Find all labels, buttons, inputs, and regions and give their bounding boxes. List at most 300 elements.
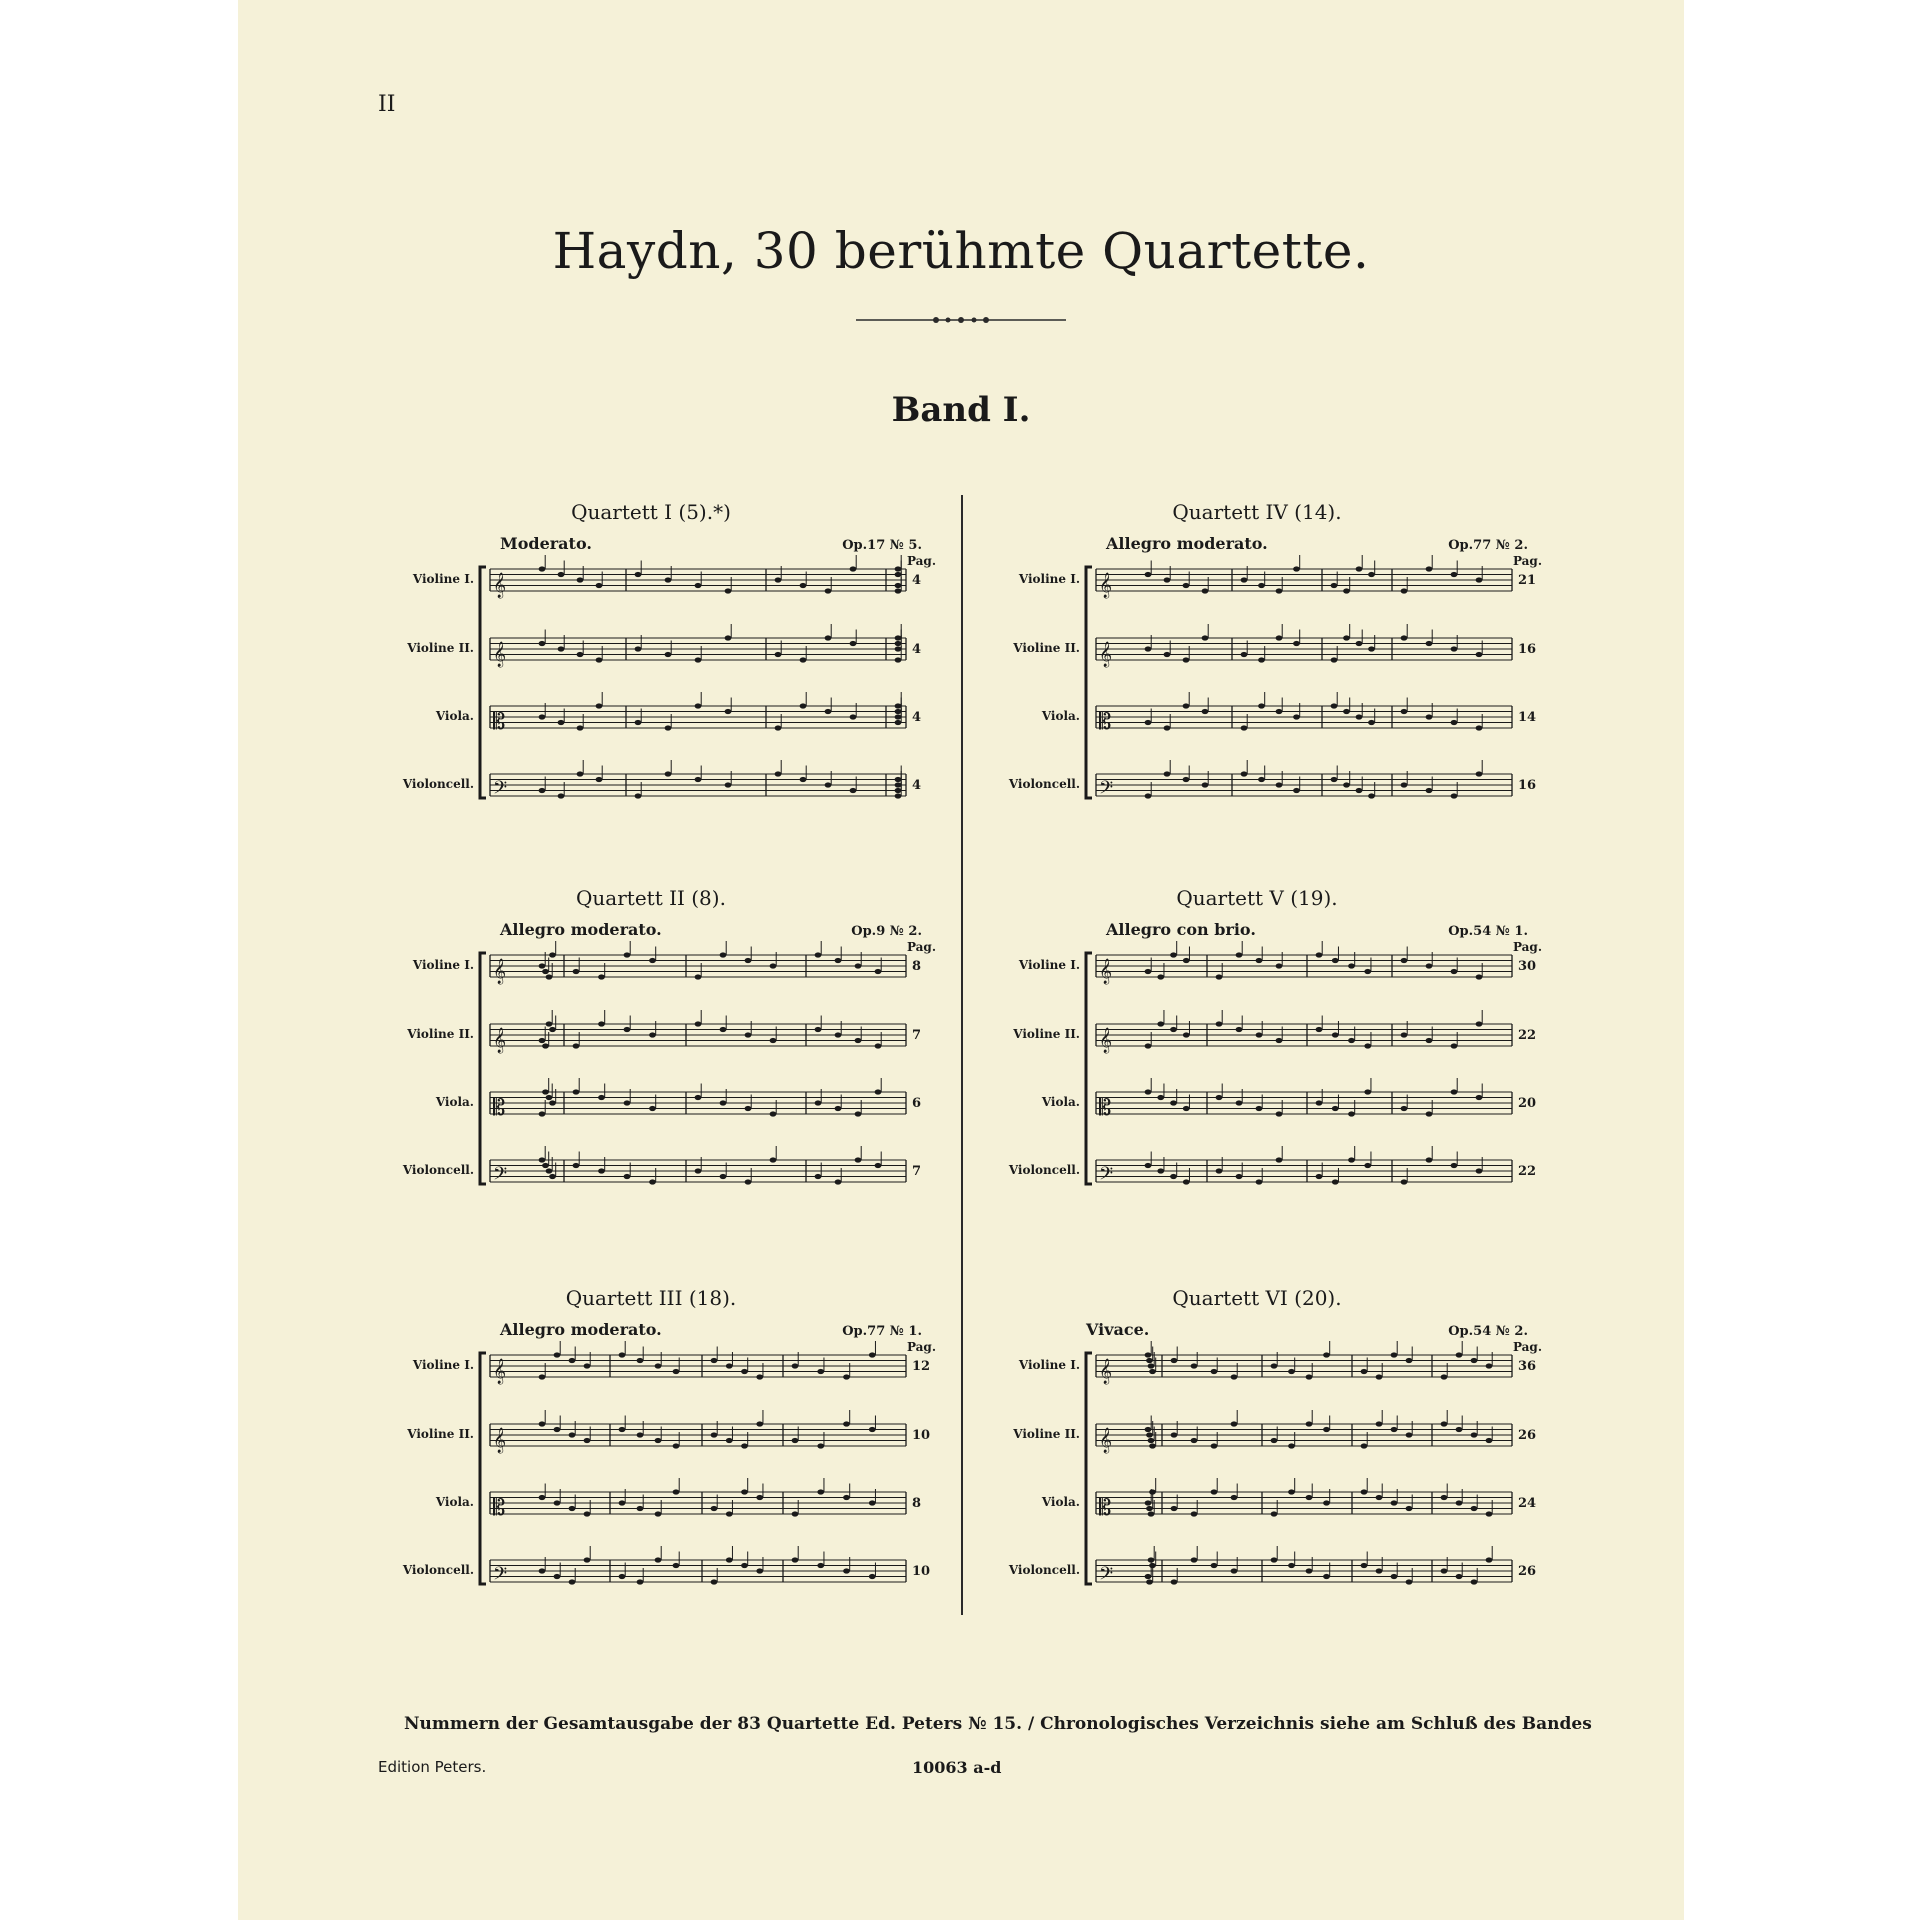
note-head	[1441, 1421, 1448, 1426]
note-head	[596, 703, 603, 708]
note-head	[825, 588, 832, 593]
pag-label: Pag.	[906, 554, 936, 568]
note-head	[546, 1021, 553, 1026]
note-head	[1231, 1495, 1238, 1500]
note-head	[1451, 1089, 1458, 1094]
note-head	[1256, 958, 1263, 963]
instrument-label: Violoncell.	[1008, 1563, 1080, 1577]
note-head	[843, 1495, 850, 1500]
note-head	[1241, 577, 1248, 582]
note-head	[546, 974, 553, 979]
note-head	[1164, 771, 1171, 776]
note-head	[1276, 635, 1283, 640]
note-head	[584, 1511, 591, 1516]
tempo-marking: Moderato.	[500, 534, 592, 553]
staff	[1096, 1010, 1512, 1053]
note-head	[1276, 1111, 1283, 1116]
note-head	[637, 1432, 644, 1437]
part-page-number: 10	[912, 1428, 931, 1443]
note-head	[1183, 1032, 1190, 1037]
clef-icon: 𝄡	[1099, 1096, 1112, 1121]
note-head	[1364, 969, 1371, 974]
note-head	[825, 635, 832, 640]
note-head	[569, 1506, 576, 1511]
note-head	[835, 958, 842, 963]
opus-number: Op.54 № 2.	[1448, 1324, 1528, 1339]
note-head	[598, 1095, 605, 1100]
instrument-label: Violoncell.	[402, 1163, 474, 1177]
note-head	[869, 1352, 876, 1357]
page-number: II	[378, 92, 396, 117]
pag-label: Pag.	[1512, 554, 1542, 568]
note-head	[598, 974, 605, 979]
note-head	[1145, 646, 1152, 651]
note-head	[1157, 1095, 1164, 1100]
note-head	[1271, 1363, 1278, 1368]
note-head	[726, 1363, 733, 1368]
note-head	[745, 1179, 752, 1184]
quartet-incipit-5	[972, 880, 1542, 1220]
note-head	[1391, 1427, 1398, 1432]
note-head	[1368, 720, 1375, 725]
part-page-number: 4	[912, 778, 922, 793]
note-head	[1451, 646, 1458, 651]
note-head	[711, 1432, 718, 1437]
note-head	[1146, 1506, 1153, 1511]
note-head	[726, 1511, 733, 1516]
system-bracket	[480, 953, 486, 1184]
note-head	[539, 963, 546, 968]
note-head	[1332, 1106, 1339, 1111]
note-head	[850, 566, 857, 571]
note-head	[1258, 777, 1265, 782]
note-head	[895, 588, 902, 593]
note-head	[1276, 1157, 1283, 1162]
note-head	[1145, 720, 1152, 725]
instrument-label: Viola.	[435, 1095, 474, 1109]
part-page-number: 26	[1518, 1428, 1537, 1443]
quartet-title: Quartett II (8).	[576, 886, 726, 910]
opus-number: Op.9 № 2.	[851, 924, 922, 939]
note-head	[624, 1100, 631, 1105]
note-head	[546, 1095, 553, 1100]
note-head	[665, 652, 672, 657]
clef-icon: 𝄞	[493, 1028, 507, 1053]
staff	[490, 1078, 906, 1121]
note-head	[1356, 788, 1363, 793]
note-head	[1157, 1021, 1164, 1026]
note-head	[817, 1563, 824, 1568]
note-head	[815, 952, 822, 957]
note-head	[569, 1432, 576, 1437]
note-head	[1361, 1369, 1368, 1374]
part-page-number: 16	[1518, 778, 1537, 793]
note-head	[711, 1358, 718, 1363]
note-head	[673, 1443, 680, 1448]
score-page	[238, 0, 1684, 1920]
note-head	[756, 1495, 763, 1500]
note-head	[875, 969, 882, 974]
note-head	[539, 1421, 546, 1426]
note-head	[624, 1174, 631, 1179]
clef-icon: 𝄢	[1099, 778, 1114, 803]
note-head	[726, 1438, 733, 1443]
note-head	[1306, 1568, 1313, 1573]
staff	[490, 760, 906, 803]
clef-icon: 𝄞	[1099, 959, 1113, 984]
note-head	[569, 1358, 576, 1363]
tempo-marking: Allegro moderato.	[500, 1320, 662, 1339]
note-head	[554, 1574, 561, 1579]
note-head	[1164, 652, 1171, 657]
part-page-number: 36	[1518, 1359, 1537, 1374]
note-head	[725, 782, 732, 787]
note-head	[542, 1089, 549, 1094]
note-head	[695, 1021, 702, 1026]
note-head	[1256, 1032, 1263, 1037]
note-head	[1170, 952, 1177, 957]
note-head	[549, 1027, 556, 1032]
note-head	[1406, 1432, 1413, 1437]
publisher: Edition Peters.	[378, 1758, 487, 1776]
note-head	[835, 1106, 842, 1111]
note-head	[1451, 969, 1458, 974]
note-head	[1306, 1495, 1313, 1500]
tempo-marking: Allegro con brio.	[1106, 920, 1256, 939]
instrument-label: Violine II.	[1013, 1427, 1080, 1441]
note-head	[1145, 1043, 1152, 1048]
clef-icon: 𝄞	[493, 1428, 507, 1453]
note-head	[619, 1352, 626, 1357]
staff	[490, 941, 906, 984]
note-head	[549, 1174, 556, 1179]
note-head	[1401, 709, 1408, 714]
note-head	[775, 577, 782, 582]
note-head	[1236, 1174, 1243, 1179]
note-head	[655, 1557, 662, 1562]
part-page-number: 8	[912, 959, 922, 974]
note-head	[1368, 793, 1375, 798]
note-head	[539, 1111, 546, 1116]
note-head	[539, 1495, 546, 1500]
staff	[490, 692, 906, 735]
clef-icon: 𝄢	[493, 778, 508, 803]
note-head	[1171, 1432, 1178, 1437]
note-head	[542, 1043, 549, 1048]
note-head	[1183, 657, 1190, 662]
note-head	[695, 583, 702, 588]
note-head	[1276, 588, 1283, 593]
note-head	[1401, 588, 1408, 593]
staff	[1096, 760, 1512, 803]
note-head	[895, 720, 902, 725]
part-page-number: 26	[1518, 1564, 1537, 1579]
staff	[1096, 941, 1512, 984]
clef-icon: 𝄡	[1099, 1496, 1112, 1521]
note-head	[1148, 1438, 1155, 1443]
note-head	[1451, 572, 1458, 577]
note-head	[825, 709, 832, 714]
quartet-incipit-1	[366, 494, 936, 834]
system-bracket	[1086, 567, 1092, 798]
note-head	[1471, 1432, 1478, 1437]
part-page-number: 10	[912, 1564, 931, 1579]
note-head	[539, 1374, 546, 1379]
note-head	[1486, 1557, 1493, 1562]
note-head	[1157, 1168, 1164, 1173]
footnote: Nummern der Gesamtausgabe der 83 Quartette Ed. Peters № 15. / Chronologisches Verzeichnis siehe am Schluß des Bandes	[404, 1714, 1592, 1734]
note-head	[720, 1100, 727, 1105]
note-head	[655, 1363, 662, 1368]
note-head	[895, 646, 902, 651]
instrument-label: Violoncell.	[402, 1563, 474, 1577]
staff	[1096, 1478, 1512, 1521]
note-head	[1364, 1163, 1371, 1168]
note-head	[577, 577, 584, 582]
note-head	[1183, 958, 1190, 963]
clef-icon: 𝄡	[1099, 710, 1112, 735]
instrument-label: Violine II.	[407, 1027, 474, 1041]
note-head	[895, 641, 902, 646]
note-head	[558, 720, 565, 725]
note-head	[1316, 1100, 1323, 1105]
note-head	[637, 1358, 644, 1363]
note-head	[1293, 714, 1300, 719]
note-head	[1441, 1374, 1448, 1379]
note-head	[1170, 1100, 1177, 1105]
note-head	[577, 652, 584, 657]
note-head	[1323, 1574, 1330, 1579]
note-head	[1164, 725, 1171, 730]
note-head	[539, 1038, 546, 1043]
note-head	[1236, 1027, 1243, 1032]
note-head	[1171, 1358, 1178, 1363]
clef-icon: 𝄡	[493, 710, 506, 735]
note-head	[1441, 1568, 1448, 1573]
note-head	[1170, 1027, 1177, 1032]
note-head	[1202, 782, 1209, 787]
staff	[490, 1546, 906, 1589]
note-head	[596, 777, 603, 782]
note-head	[624, 1027, 631, 1032]
note-head	[800, 583, 807, 588]
note-head	[1476, 974, 1483, 979]
instrument-label: Viola.	[1041, 709, 1080, 723]
note-head	[725, 709, 732, 714]
staff	[1096, 1546, 1512, 1589]
note-head	[815, 1100, 822, 1105]
note-head	[855, 963, 862, 968]
note-head	[1391, 1500, 1398, 1505]
note-head	[1149, 1369, 1156, 1374]
note-head	[1288, 1443, 1295, 1448]
note-head	[720, 952, 727, 957]
note-head	[711, 1579, 718, 1584]
note-head	[1476, 652, 1483, 657]
note-head	[1361, 1563, 1368, 1568]
note-head	[1216, 1095, 1223, 1100]
note-head	[1216, 974, 1223, 979]
note-head	[1145, 1427, 1152, 1432]
clef-icon: 𝄞	[493, 642, 507, 667]
staff	[490, 624, 906, 667]
note-head	[542, 969, 549, 974]
quartet-title: Quartett IV (14).	[1172, 500, 1342, 524]
note-head	[1356, 714, 1363, 719]
note-head	[695, 657, 702, 662]
instrument-label: Viola.	[435, 709, 474, 723]
part-page-number: 8	[912, 1496, 922, 1511]
note-head	[895, 777, 902, 782]
quartet-incipit-3	[366, 1280, 936, 1620]
quartet-incipit-2	[366, 880, 936, 1220]
note-head	[1293, 641, 1300, 646]
note-head	[1288, 1563, 1295, 1568]
note-head	[1191, 1363, 1198, 1368]
note-head	[1288, 1369, 1295, 1374]
note-head	[895, 782, 902, 787]
clef-icon: 𝄞	[1099, 642, 1113, 667]
note-head	[1211, 1369, 1218, 1374]
note-head	[1191, 1511, 1198, 1516]
note-head	[1406, 1579, 1413, 1584]
note-head	[577, 725, 584, 730]
note-head	[665, 725, 672, 730]
page-title: Haydn, 30 berühmte Quartette.	[552, 222, 1370, 280]
note-head	[770, 1111, 777, 1116]
note-head	[558, 646, 565, 651]
note-head	[835, 1179, 842, 1184]
note-head	[1401, 1106, 1408, 1111]
note-head	[1145, 969, 1152, 974]
note-head	[745, 958, 752, 963]
note-head	[1183, 777, 1190, 782]
instrument-label: Viola.	[1041, 1095, 1080, 1109]
system-bracket	[1086, 1353, 1092, 1584]
clef-icon: 𝄞	[1099, 1359, 1113, 1384]
pag-label: Pag.	[1512, 940, 1542, 954]
part-page-number: 22	[1518, 1028, 1537, 1043]
note-head	[546, 1168, 553, 1173]
note-head	[855, 1157, 862, 1162]
note-head	[895, 583, 902, 588]
note-head	[1368, 646, 1375, 651]
note-head	[1231, 1374, 1238, 1379]
note-head	[1148, 1511, 1155, 1516]
staff	[1096, 1410, 1512, 1453]
note-head	[1216, 1021, 1223, 1026]
note-head	[584, 1363, 591, 1368]
note-head	[665, 577, 672, 582]
note-head	[1146, 1432, 1153, 1437]
note-head	[711, 1506, 718, 1511]
pag-label: Pag.	[906, 940, 936, 954]
note-head	[869, 1427, 876, 1432]
instrument-label: Violine I.	[412, 1358, 474, 1372]
note-head	[1441, 1495, 1448, 1500]
note-head	[1476, 771, 1483, 776]
note-head	[756, 1421, 763, 1426]
note-head	[1149, 1489, 1156, 1494]
note-head	[726, 1557, 733, 1562]
note-head	[695, 777, 702, 782]
note-head	[1148, 1557, 1155, 1562]
note-head	[596, 657, 603, 662]
note-head	[624, 952, 631, 957]
note-head	[1145, 1163, 1152, 1168]
clef-icon: 𝄡	[493, 1096, 506, 1121]
note-head	[1356, 566, 1363, 571]
note-head	[1316, 1027, 1323, 1032]
note-head	[1456, 1500, 1463, 1505]
note-head	[598, 1021, 605, 1026]
note-head	[1364, 1089, 1371, 1094]
note-head	[835, 1032, 842, 1037]
note-head	[1183, 583, 1190, 588]
note-head	[1171, 1579, 1178, 1584]
note-head	[635, 572, 642, 577]
note-head	[792, 1363, 799, 1368]
note-head	[775, 652, 782, 657]
note-head	[1276, 709, 1283, 714]
staff	[1096, 624, 1512, 667]
pag-label: Pag.	[906, 1340, 936, 1354]
staff	[490, 1478, 906, 1521]
band-heading: Band I.	[891, 390, 1031, 430]
instrument-label: Viola.	[1041, 1495, 1080, 1509]
note-head	[539, 1157, 546, 1162]
system-bracket	[1086, 953, 1092, 1184]
quartet-title: Quartett I (5).*)	[571, 500, 731, 524]
staff	[1096, 692, 1512, 735]
note-head	[1456, 1427, 1463, 1432]
note-head	[635, 720, 642, 725]
note-head	[792, 1511, 799, 1516]
note-head	[1271, 1438, 1278, 1443]
note-head	[817, 1369, 824, 1374]
note-head	[542, 1163, 549, 1168]
note-head	[539, 566, 546, 571]
note-head	[573, 1043, 580, 1048]
note-head	[1216, 1168, 1223, 1173]
note-head	[596, 583, 603, 588]
opus-number: Op.77 № 1.	[842, 1324, 922, 1339]
note-head	[775, 771, 782, 776]
staff	[490, 1410, 906, 1453]
note-head	[895, 657, 902, 662]
note-head	[1331, 583, 1338, 588]
note-head	[1191, 1438, 1198, 1443]
note-head	[1211, 1489, 1218, 1494]
note-head	[1471, 1579, 1478, 1584]
note-head	[1401, 1032, 1408, 1037]
note-head	[1323, 1352, 1330, 1357]
clef-icon: 𝄞	[493, 959, 507, 984]
note-head	[1211, 1443, 1218, 1448]
note-head	[1231, 1568, 1238, 1573]
note-head	[1426, 963, 1433, 968]
note-head	[635, 793, 642, 798]
instrument-label: Violine II.	[407, 641, 474, 655]
note-head	[1451, 1043, 1458, 1048]
note-head	[1306, 1374, 1313, 1379]
note-head	[1145, 1089, 1152, 1094]
instrument-label: Violine I.	[1018, 1358, 1080, 1372]
note-head	[673, 1489, 680, 1494]
note-head	[1426, 566, 1433, 571]
note-head	[1241, 652, 1248, 657]
part-page-number: 16	[1518, 642, 1537, 657]
